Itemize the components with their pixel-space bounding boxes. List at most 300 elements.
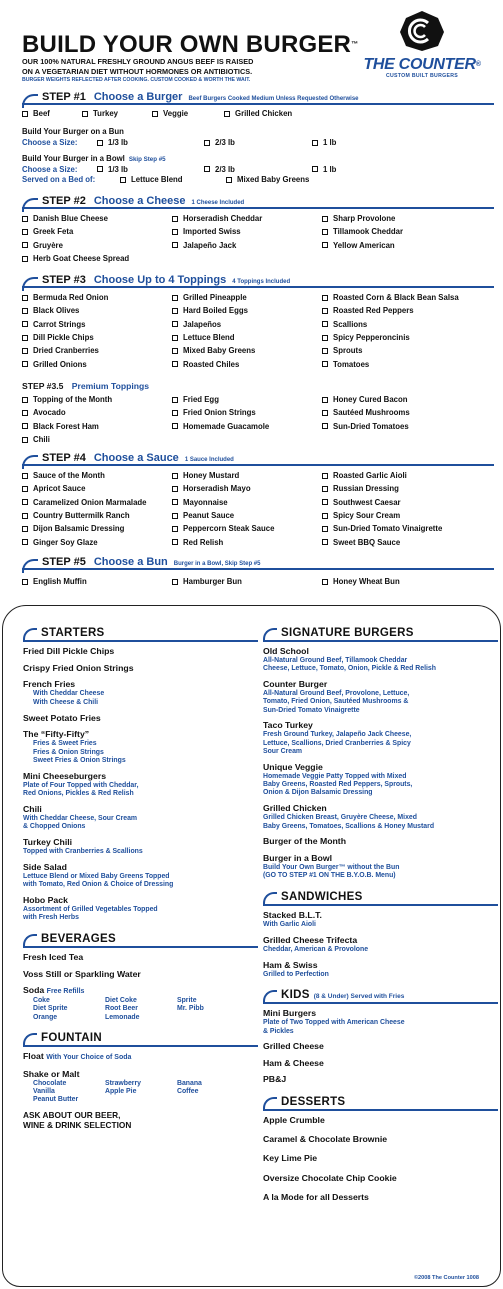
checkbox[interactable] — [22, 473, 28, 479]
signature-burger-description: Grilled Chicken Breast, Gruyère Cheese, Mixed — [263, 814, 417, 822]
option-beef[interactable]: Beef — [22, 109, 82, 118]
option-label: Sharp Provolone — [333, 214, 396, 224]
checkbox[interactable] — [172, 579, 178, 585]
beverages-header: BEVERAGES — [23, 928, 258, 948]
flavor-option: Orange — [33, 1013, 58, 1021]
step-5-section — [22, 556, 494, 588]
option-label: Caramelized Onion Marmalade — [33, 497, 147, 507]
checkbox[interactable] — [22, 579, 28, 585]
step-3-5-number: STEP #3.5 — [22, 381, 64, 391]
sandwich-name: Stacked B.L.T. — [263, 909, 322, 920]
option-imported-swiss[interactable] — [172, 227, 322, 236]
option-black-olives[interactable] — [22, 306, 172, 315]
option-label: Fried Egg — [183, 395, 219, 405]
option-topping-of-the-month[interactable] — [22, 395, 172, 404]
step-5-number: STEP #5 — [42, 556, 86, 568]
option-apricot-sauce[interactable] — [22, 484, 172, 493]
starter-description: Topped with Cranberries & Scallions — [23, 848, 143, 856]
checkbox[interactable] — [322, 242, 328, 248]
bowl-size-1[interactable]: 1 lb — [312, 165, 462, 174]
checkbox[interactable] — [172, 321, 178, 327]
signature-burger-description: Onion & Dijon Balsamic Dressing — [263, 789, 373, 797]
starter — [23, 804, 258, 832]
flavor-option: Diet Sprite — [33, 1005, 68, 1013]
desserts-header: DESSERTS — [263, 1091, 498, 1111]
option-roasted-red-peppers[interactable] — [322, 306, 472, 315]
checkbox[interactable] — [322, 579, 328, 585]
option-label: Sun-Dried Tomato Vinaigrette — [333, 524, 443, 534]
option-jalape-os[interactable] — [172, 320, 322, 329]
flavor-option: Mr. Pibb — [177, 1005, 204, 1013]
option-label: Imported Swiss — [183, 227, 241, 237]
signature-burger — [263, 646, 498, 674]
checkbox[interactable] — [172, 229, 178, 235]
option-label: Danish Blue Cheese — [33, 214, 108, 224]
option-red-relish[interactable] — [172, 538, 322, 547]
checkbox[interactable] — [322, 321, 328, 327]
option-label: Southwest Caesar — [333, 497, 401, 507]
option-grilled-pineapple[interactable] — [172, 293, 322, 302]
checkbox[interactable] — [22, 229, 28, 235]
checkbox[interactable] — [172, 423, 178, 429]
bun-size-row — [22, 137, 494, 148]
flavor-option — [177, 1014, 249, 1022]
option-row — [22, 304, 494, 317]
size-label: Choose a Size: — [22, 138, 78, 148]
step-5-title: Choose a Bun — [93, 556, 168, 568]
option-southwest-caesar[interactable] — [322, 498, 472, 507]
checkbox[interactable] — [22, 308, 28, 314]
option-label: Honey Mustard — [183, 471, 240, 481]
step-4-section — [22, 452, 494, 549]
checkbox[interactable] — [322, 513, 328, 519]
drink-selection-note: ASK ABOUT OUR BEER, WINE & DRINK SELECTION — [23, 1110, 132, 1131]
checkbox[interactable] — [312, 140, 318, 146]
option-label: Chili — [33, 435, 50, 445]
signature-burger — [263, 853, 498, 881]
option-grilled-chicken[interactable]: Grilled Chicken — [224, 109, 374, 118]
option-label: Hard Boiled Eggs — [183, 306, 248, 316]
option-label: Greek Feta — [33, 227, 74, 237]
checkbox[interactable] — [22, 321, 28, 327]
option-label: Grilled Pineapple — [183, 293, 247, 303]
option-roasted-garlic-aioli[interactable] — [322, 471, 472, 480]
starter — [23, 663, 258, 674]
option-black-forest-ham[interactable] — [22, 422, 172, 431]
option-sun-dried-tomato-vinaigrette[interactable] — [322, 524, 472, 533]
kids-item-name: PB&J — [263, 1074, 287, 1085]
variant: Sweet Fries & Onion Strings — [33, 757, 126, 764]
checkbox[interactable] — [224, 111, 230, 117]
option-label: Mayonnaise — [183, 497, 228, 507]
kids-item-name: Ham & Cheese — [263, 1057, 324, 1068]
checkbox[interactable] — [204, 140, 210, 146]
option-tillamook-cheddar[interactable] — [322, 227, 472, 236]
checkbox[interactable] — [322, 539, 328, 545]
flavor-option — [105, 1096, 177, 1104]
option-sharp-provolone[interactable] — [322, 214, 472, 223]
flavor-option: Peanut Butter — [33, 1096, 79, 1104]
checkbox[interactable] — [322, 335, 328, 341]
variant: Fries & Onion Strings — [33, 748, 104, 756]
signature-burger-name: Unique Veggie — [263, 761, 323, 772]
option-gruy-re[interactable] — [22, 241, 172, 250]
option-roasted-chiles[interactable] — [172, 360, 322, 369]
menu-header — [22, 31, 492, 94]
starter-description: Plate of Four Topped with Cheddar, — [23, 782, 139, 789]
option-mixed-baby-greens[interactable] — [172, 346, 322, 355]
option-label: Spicy Sour Cream — [333, 511, 401, 521]
checkbox[interactable] — [172, 397, 178, 403]
bun-size-1-3[interactable]: 1/3 lb — [97, 138, 204, 147]
option-label: Dijon Balsamic Dressing — [33, 524, 125, 534]
starter-description: with Fresh Herbs — [23, 914, 79, 922]
bowl-label: Build Your Burger in a Bowl Skip Step #5 — [22, 154, 166, 164]
option-fried-onion-strings[interactable] — [172, 408, 322, 417]
signature-burger — [263, 762, 498, 798]
option-label: Roasted Chiles — [183, 359, 240, 369]
starter-name: Fried Dill Pickle Chips — [23, 646, 115, 656]
option-chili[interactable] — [22, 435, 172, 444]
kids-item-description: Plate of Two Topped with American Cheese — [263, 1019, 405, 1027]
option-fried-egg[interactable] — [172, 395, 322, 404]
starter-description: with Tomato, Red Onion & Choice of Dressing — [23, 881, 174, 889]
signature-burger-name: Old School — [263, 646, 309, 656]
checkbox[interactable] — [22, 348, 28, 354]
flavor-option: Sprite — [177, 997, 197, 1005]
checkbox[interactable] — [22, 397, 28, 403]
checkbox[interactable] — [97, 140, 103, 146]
option-caramelized-onion-marmalade[interactable] — [22, 498, 172, 507]
checkbox[interactable] — [226, 177, 232, 183]
checkbox[interactable] — [172, 242, 178, 248]
option-label: Bermuda Red Onion — [33, 293, 109, 303]
option-honey-cured-bacon[interactable] — [322, 395, 472, 404]
option-spicy-pepperoncinis[interactable] — [322, 333, 472, 342]
option-row — [22, 239, 494, 252]
signature-burger-description: Sun-Dried Tomato Vinaigrette — [263, 706, 360, 714]
checkbox[interactable] — [322, 216, 328, 222]
starter-name: Mini Cheeseburgers — [23, 771, 107, 781]
starter-name: Sweet Potato Fries — [23, 712, 101, 723]
starter-name: Chili — [23, 804, 42, 815]
option-label: Spicy Pepperoncinis — [333, 333, 410, 343]
option-honey-mustard[interactable] — [172, 471, 322, 480]
bed-lettuce-blend[interactable]: Lettuce Blend — [120, 175, 226, 184]
option-ginger-soy-glaze[interactable] — [22, 538, 172, 547]
option-row — [22, 357, 494, 370]
option-label: Sautéed Mushrooms — [333, 408, 410, 418]
checkbox[interactable] — [22, 295, 28, 301]
starter-description: Lettuce Blend or Mixed Baby Greens Topped — [23, 872, 170, 880]
signature-burger — [263, 803, 498, 831]
checkbox[interactable] — [172, 361, 178, 367]
option-label: Sprouts — [333, 346, 363, 356]
option-carrot-strings[interactable] — [22, 320, 172, 329]
option-row — [22, 344, 494, 357]
option-saut-ed-mushrooms[interactable] — [322, 408, 472, 417]
checkbox[interactable] — [172, 335, 178, 341]
starter — [23, 895, 258, 923]
signature-burger-description: Tomato, Fried Onion, Sautéed Mushrooms & — [263, 698, 409, 706]
checkbox[interactable] — [152, 111, 158, 117]
flavor-option: Root Beer — [105, 1005, 138, 1013]
checkbox[interactable] — [172, 216, 178, 222]
checkbox[interactable] — [322, 361, 328, 367]
flavor-option: Lemonade — [105, 1013, 140, 1021]
checkbox[interactable] — [172, 486, 178, 492]
sandwich — [263, 935, 498, 954]
option-honey-wheat-bun[interactable] — [322, 577, 472, 586]
option-herb-goat-cheese-spread[interactable] — [22, 254, 172, 263]
option-row — [22, 252, 494, 265]
variant: With Cheddar Cheese — [33, 690, 105, 697]
checkbox[interactable] — [172, 473, 178, 479]
option-dijon-balsamic-dressing[interactable] — [22, 524, 172, 533]
kids-item — [263, 1008, 498, 1036]
option-sprouts[interactable] — [322, 346, 472, 355]
step-1-section — [22, 91, 494, 185]
starter-name: Side Salad — [23, 861, 67, 872]
checkbox[interactable] — [22, 526, 28, 532]
checkbox[interactable] — [322, 486, 328, 492]
option-row — [22, 496, 494, 509]
checkbox[interactable] — [97, 166, 103, 172]
step-3-section — [22, 274, 494, 371]
checkbox[interactable] — [82, 111, 88, 117]
starter-name: The “Fifty-Fifty” — [23, 729, 90, 739]
option-label: Scallions — [333, 319, 368, 329]
signature-burger — [263, 720, 498, 756]
starter-variants — [23, 690, 258, 707]
checkbox[interactable] — [22, 111, 28, 117]
checkbox[interactable] — [322, 410, 328, 416]
signature-burger-name: Burger of the Month — [263, 836, 347, 847]
checkbox[interactable] — [120, 177, 126, 183]
checkbox[interactable] — [172, 513, 178, 519]
option-row — [22, 535, 494, 548]
option-mayonnaise[interactable] — [172, 498, 322, 507]
checkbox[interactable] — [22, 539, 28, 545]
kids-item-name: Grilled Cheese — [263, 1041, 324, 1052]
bun-size-2-3[interactable]: 2/3 lb — [204, 138, 312, 147]
sandwich-description: Grilled to Perfection — [263, 970, 329, 978]
option-russian-dressing[interactable] — [322, 484, 472, 493]
dessert-item: Apple Crumble — [263, 1114, 325, 1125]
option-label: Roasted Garlic Aioli — [333, 471, 407, 481]
checkbox[interactable] — [22, 423, 28, 429]
step-3-5-title: Premium Toppings — [71, 381, 149, 391]
kids-item — [263, 1074, 498, 1085]
checkbox[interactable] — [172, 295, 178, 301]
checkbox[interactable] — [204, 166, 210, 172]
step-3-note: 4 Toppings Included — [232, 279, 291, 285]
flavor-option: Chocolate — [33, 1079, 67, 1087]
option-label: Herb Goat Cheese Spread — [33, 254, 130, 264]
step-2-section — [22, 195, 494, 265]
option-label: Topping of the Month — [33, 395, 113, 405]
checkbox[interactable] — [322, 423, 328, 429]
checkbox[interactable] — [22, 499, 28, 505]
checkbox[interactable] — [22, 486, 28, 492]
checkbox[interactable] — [22, 335, 28, 341]
option-veggie[interactable]: Veggie — [152, 109, 224, 118]
bowl-size-1-3[interactable]: 1/3 lb — [97, 165, 204, 174]
option-yellow-american[interactable] — [322, 241, 472, 250]
checkbox[interactable] — [22, 361, 28, 367]
checkbox[interactable] — [22, 216, 28, 222]
starter-name: Turkey Chili — [23, 837, 73, 848]
step-2-number: STEP #2 — [42, 195, 86, 207]
option-danish-blue-cheese[interactable] — [22, 214, 172, 223]
checkbox[interactable] — [322, 308, 328, 314]
sandwich — [263, 910, 498, 929]
step-4-header — [22, 452, 494, 466]
logo-tagline: CUSTOM BUILT BURGERS — [385, 73, 459, 79]
signature-burger-description: Sour Cream — [263, 748, 303, 756]
option-spicy-sour-cream[interactable] — [322, 511, 472, 520]
checkbox[interactable] — [22, 513, 28, 519]
option-label: Peanut Sauce — [183, 511, 235, 521]
bed-row — [22, 174, 494, 185]
kids-item — [263, 1041, 498, 1052]
checkbox[interactable] — [172, 410, 178, 416]
option-label: Russian Dressing — [333, 484, 399, 494]
option-label: Sauce of the Month — [33, 471, 105, 481]
step-3-5-section — [22, 379, 494, 446]
option-peppercorn-steak-sauce[interactable] — [172, 524, 322, 533]
bowl-size-2-3[interactable]: 2/3 lb — [204, 165, 312, 174]
option-label: Lettuce Blend — [183, 333, 235, 343]
option-turkey[interactable]: Turkey — [82, 109, 152, 118]
checkbox[interactable] — [172, 539, 178, 545]
option-bermuda-red-onion[interactable] — [22, 293, 172, 302]
starter — [23, 837, 258, 856]
signature-burger-name: Burger in a Bowl — [263, 852, 333, 863]
option-label: Tillamook Cheddar — [333, 227, 404, 237]
signature-burger-name: Taco Turkey — [263, 720, 313, 731]
kids-item-name: Mini Burgers — [263, 1008, 317, 1019]
option-sweet-bbq-sauce[interactable] — [322, 538, 472, 547]
checkbox[interactable] — [172, 308, 178, 314]
option-row — [22, 225, 494, 238]
checkbox[interactable] — [22, 437, 28, 443]
signature-burger-description: All-Natural Ground Beef, Tillamook Cheddar — [263, 657, 408, 664]
option-scallions[interactable] — [322, 320, 472, 329]
dessert-item: A la Mode for all Desserts — [263, 1191, 369, 1202]
checkbox[interactable] — [172, 499, 178, 505]
checkbox[interactable] — [322, 499, 328, 505]
option-row — [22, 522, 494, 535]
flavor-option: Coke — [33, 997, 50, 1005]
option-label: Sweet BBQ Sauce — [333, 537, 401, 547]
checkbox[interactable] — [22, 256, 28, 262]
option-label: Roasted Corn & Black Bean Salsa — [333, 293, 459, 303]
option-tomatoes[interactable] — [322, 360, 472, 369]
option-label: English Muffin — [33, 577, 87, 587]
checkbox[interactable] — [322, 473, 328, 479]
option-row — [22, 433, 494, 446]
intro-line-1: OUR 100% NATURAL FRESHLY GROUND ANGUS BEEF IS RAISED — [22, 57, 254, 66]
option-dill-pickle-chips[interactable] — [22, 333, 172, 342]
option-label: Gruyère — [33, 240, 63, 250]
step-4-number: STEP #4 — [42, 452, 86, 464]
signature-burger-description: (GO TO STEP #1 ON THE B.Y.O.B. Menu) — [263, 872, 396, 880]
checkbox[interactable] — [312, 166, 318, 172]
starter-description: With Cheddar Cheese, Sour Cream — [23, 815, 138, 823]
option-hamburger-bun[interactable] — [172, 577, 322, 586]
step-3-5-header — [22, 379, 494, 393]
checkbox[interactable] — [322, 526, 328, 532]
step-4-note: 1 Sauce Included — [184, 457, 234, 463]
option-english-muffin[interactable] — [22, 577, 172, 586]
signature-burger — [263, 679, 498, 715]
option-hard-boiled-eggs[interactable] — [172, 306, 322, 315]
step-3-number: STEP #3 — [42, 274, 86, 286]
step-5-note: Burger in a Bowl, Skip Step #5 — [173, 561, 261, 567]
sandwich-description: With Garlic Aioli — [263, 920, 316, 928]
checkbox[interactable] — [172, 526, 178, 532]
checkbox[interactable] — [22, 242, 28, 248]
copyright-footer: ©2008 The Counter 1008 — [413, 1275, 479, 1281]
kids-item-description: & Pickles — [263, 1027, 294, 1035]
option-label: Yellow American — [333, 240, 395, 250]
checkbox[interactable] — [22, 410, 28, 416]
checkbox[interactable] — [322, 229, 328, 235]
checkbox[interactable] — [322, 295, 328, 301]
option-homemade-guacamole[interactable] — [172, 422, 322, 431]
step-3-title: Choose Up to 4 Toppings — [93, 274, 227, 286]
option-label: Ginger Soy Glaze — [33, 537, 98, 547]
dessert-item: Oversize Chocolate Chip Cookie — [263, 1172, 397, 1183]
bed-mixed-baby-greens[interactable]: Mixed Baby Greens — [226, 175, 376, 184]
menu-right-column — [263, 622, 498, 1211]
flavor-option: Banana — [177, 1079, 202, 1087]
option-label: Country Buttermilk Ranch — [33, 511, 130, 521]
option-sauce-of-the-month[interactable] — [22, 471, 172, 480]
option-country-buttermilk-ranch[interactable] — [22, 511, 172, 520]
option-lettuce-blend[interactable] — [172, 333, 322, 342]
option-label: Horseradish Mayo — [183, 484, 251, 494]
option-dried-cranberries[interactable] — [22, 346, 172, 355]
flavor-option: Diet Coke — [105, 997, 137, 1005]
checkbox[interactable] — [322, 397, 328, 403]
starter-description: Red Onions, Pickles & Red Relish — [23, 790, 134, 798]
option-label: Fried Onion Strings — [183, 408, 256, 418]
option-horseradish-cheddar[interactable] — [172, 214, 322, 223]
starter — [23, 646, 258, 657]
checkbox[interactable] — [172, 348, 178, 354]
option-sun-dried-tomatoes[interactable] — [322, 422, 472, 431]
option-row — [22, 291, 494, 304]
option-peanut-sauce[interactable] — [172, 511, 322, 520]
option-grilled-onions[interactable] — [22, 360, 172, 369]
option-greek-feta[interactable] — [22, 227, 172, 236]
step-4-title: Choose a Sauce — [93, 452, 179, 464]
bun-size-1[interactable]: 1 lb — [312, 138, 462, 147]
option-jalape-o-jack[interactable] — [172, 241, 322, 250]
option-label: Avocado — [33, 408, 66, 418]
option-avocado[interactable] — [22, 408, 172, 417]
step-2-title: Choose a Cheese — [93, 195, 186, 207]
step-1-number: STEP #1 — [42, 91, 86, 103]
starters-header: STARTERS — [23, 622, 258, 642]
option-horseradish-mayo[interactable] — [172, 484, 322, 493]
checkbox[interactable] — [322, 348, 328, 354]
option-label: Sun-Dried Tomatoes — [333, 421, 409, 431]
option-roasted-corn-black-bean-salsa[interactable] — [322, 293, 472, 302]
option-row — [22, 469, 494, 482]
